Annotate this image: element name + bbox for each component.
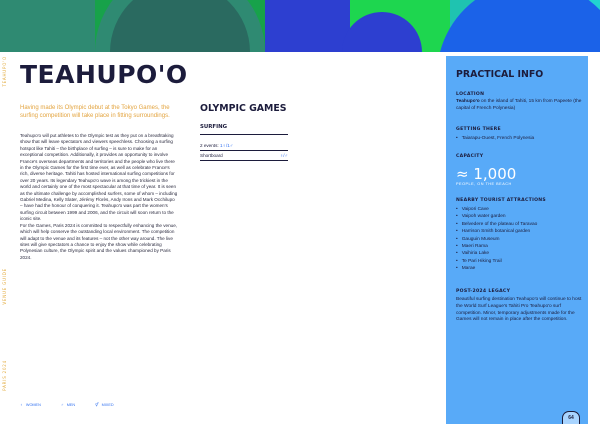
list-item: • Vaipoh water garden — [456, 213, 582, 220]
body-paragraph: For the Games, Paris 2024 is committed to respectfully enhancing the venue, which will help conserve the outstanding local environment. The competition will adapt to the venue and its features – not the other way around. The live sites will give spectators a chance to enjoy the show while celebrating Polynesian culture, the Olympic spirit and the values championed by Paris 2024. — [20, 222, 178, 260]
location-text — [456, 99, 582, 113]
legend-label: WOMEN — [25, 402, 41, 407]
lead-paragraph: Having made its Olympic debut at the Tokyo Games, the surfing competition will take place in fitting surroundings. — [20, 105, 170, 120]
capacity-value: ≈ 1,000 — [456, 165, 517, 183]
olympic-games-heading: OLYMPIC GAMES — [200, 103, 287, 114]
divider — [200, 150, 288, 151]
events-women-count: 1 — [219, 143, 223, 148]
list-item: • Marae — [456, 265, 582, 272]
men-icon: ♂ — [229, 143, 234, 148]
panel-title: PRACTICAL INFO — [456, 69, 544, 80]
list-item: • Te Pari Hiking Trail — [456, 258, 582, 265]
list-item: • Gauguin Museum — [456, 236, 582, 243]
capacity-note: PEOPLE, ON THE BEACH — [456, 182, 512, 186]
women-icon: ♀ — [222, 143, 226, 148]
legacy-heading: POST-2024 LEGACY — [456, 289, 511, 294]
location-heading: LOCATION — [456, 92, 485, 97]
event-row — [200, 153, 288, 158]
banner-arc-dark — [110, 0, 250, 52]
events-men-count: 1 — [227, 143, 230, 148]
list-item: • Harrison Smith botanical garden — [456, 228, 582, 235]
legend-item-mixed — [95, 402, 113, 407]
decorative-banner — [0, 0, 600, 52]
discipline-heading: SURFING — [200, 124, 228, 130]
banner-block-left — [0, 0, 100, 52]
venue-title: TEAHUPO'O — [20, 60, 188, 89]
list-item: • Taiarapu-Ouest, French Polynesia — [456, 135, 582, 142]
attractions-heading: NEARBY TOURIST ATTRACTIONS — [456, 198, 547, 203]
list-item: • Maeri Rama — [456, 243, 582, 250]
divider — [200, 134, 288, 135]
list-item: • Belvedere of the plateau of Taravao — [456, 221, 582, 228]
body-text — [20, 133, 178, 261]
getting-there-list — [456, 135, 582, 142]
list-item: • Vaipori Cave — [456, 206, 582, 213]
legend-item-women — [20, 402, 41, 407]
women-icon: ♀ — [20, 402, 23, 407]
location-detail: on the island of Tahiti, 15 km from Papeete (the capital of French Polynesia) — [456, 99, 582, 111]
gender-legend — [20, 402, 114, 407]
body-paragraph: Teahupo'o will put athletes to the Olympic test as they put on a breathtaking show that will leave spectators and viewers speechless. Choosing a surfing hotspot like Tahiti – the birthplace of surfing – is sure to make for an exceptional competition. Additionally, it provides an opportunity to involve France's overseas departments and territories and the people who live there in the Olympic Games for the first time ever, as well as celebrate France's rich, diverse heritage. Tahiti has hosted international surfing competitions for over 20 years. Its legendary Teahupo'o wave is among the trickiest in the world and certainly one of the most spectacular at that time of year. It is seen as the ultimate challenge by accomplished surfers, some of whom – including Gabriel Medina, Kelly Slater, Jérémy Florès, Andy Irons and Mark Occhilupo – have had the honour of conquering it. Teahupo'o was part the women's surfing circuit between 1999 and 2006, and the circuit will soon return to the iconic site. — [20, 133, 178, 222]
attractions-list — [456, 206, 582, 273]
events-summary — [200, 143, 233, 148]
side-label-edition: PARIS 2024 — [2, 360, 7, 391]
men-icon: ♂ — [60, 402, 64, 407]
page-number: 64 — [562, 411, 580, 424]
legend-item-men — [61, 402, 75, 407]
legacy-text: Beautiful surfing destination Teahupo'o will continue to host the World Surf League's Tahiti Pro Teahupo'o surf competition. Minor, temporary adjustments made for the Games will not remain in place after the competition. — [456, 297, 582, 323]
practical-info-panel — [446, 56, 588, 424]
getting-there-heading: GETTING THERE — [456, 127, 501, 132]
capacity-heading: CAPACITY — [456, 154, 484, 159]
list-item: • Vaihiria Lake — [456, 250, 582, 257]
location-name: Teahupo'o — [456, 99, 480, 104]
event-gender: ♀/♂ — [279, 153, 288, 158]
mixed-icon: ⚥ — [95, 403, 99, 407]
banner-block-cobalt — [265, 0, 350, 52]
side-label-venue: TEAHUPO'O — [2, 56, 7, 87]
side-label-guide: VENUE GUIDE — [2, 268, 7, 305]
legend-label: MEN — [66, 402, 76, 407]
event-name: Shortboard — [200, 153, 223, 158]
legend-label: MIXED — [101, 402, 114, 407]
events-label: 2 events: — [200, 143, 219, 148]
events-separator: / — [225, 143, 228, 148]
divider — [200, 160, 288, 161]
